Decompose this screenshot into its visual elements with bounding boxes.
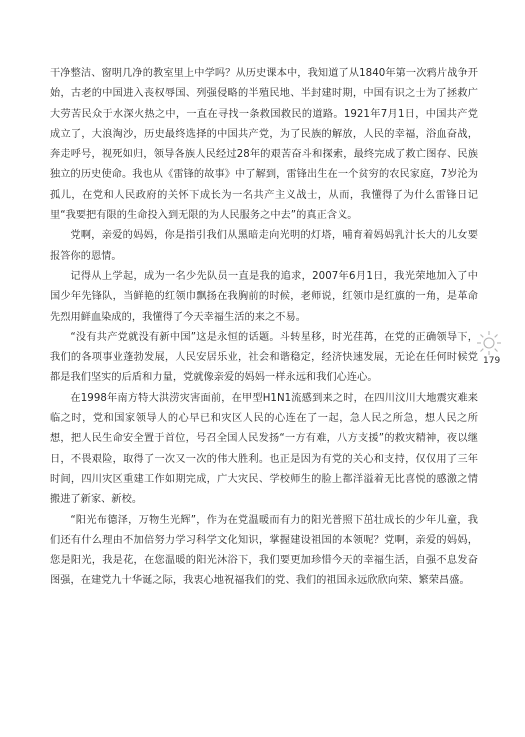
paragraph-6: “阳光布德泽，万物生光辉”，作为在党温暖而有力的阳光普照下茁壮成长的少年儿童，我们还有什么理由不加倍努力学习科学文化知识，掌握建设祖国的本领呢？党啊，亲爱的妈妈，您是阳光，我是花，在您温暖的阳光沐浴下，我们要更加珍惜今天的幸福生活，自强不息发奋图强，在建党九十华诞之际，我衷心地祝福我们的党、我们的祖国永远欣欣向荣、繁荣昌盛。	[50, 514, 478, 587]
paragraph-3: 记得从上学起，成为一名少先队员一直是我的追求，2007年6月1日，我光荣地加入了中国少年先锋队，当鲜艳的红领巾飘扬在我胸前的时候，老师说，红领巾是红旗的一角，是革命先烈用鲜血染成的，我懂得了今天幸福生活的来之不易。	[50, 270, 478, 323]
body-text	[50, 64, 478, 592]
paragraph-1: 干净整洁、窗明几净的教室里上中学吗？从历史课本中，我知道了从1840年第一次鸦片战争开始，古老的中国进入丧权辱国、列强侵略的半殖民地、半封建时期，中国有识之士为了拯救广大劳苦民众于水深火热之中，一直在寻找一条救国救民的道路。1921年7月1日，中国共产党成立了，大浪淘沙，历史最终选择的中国共产党，为了民族的解放，人民的幸福，浴血奋战，奔走呼号，视死如归，领导各族人民经过28年的艰苦奋斗和探索，最终完成了救亡图存、民族独立的历史使命。我也从《雷锋的故事》中了解到，雷锋出生在一个贫穷的农民家庭，7岁沦为孤儿，在党和人民政府的关怀下成长为一名共产主义战士，从而，我懂得了为什么雷锋日记里“我要把有限的生命投入到无限的为人民服务之中去”的真正含义。	[50, 68, 478, 222]
page-number: 179	[483, 356, 501, 366]
paragraph-4: “没有共产党就没有新中国”这是永恒的话题。斗转星移，时光荏苒，在党的正确领导下，我们的各项事业蓬勃发展，人民安居乐业，社会和谐稳定，经济快速发展，无论在任何时候党都是我们坚实的后盾和力量，党就像亲爱的妈妈一样永远和我们心连心。	[50, 331, 478, 384]
sun-ornament-icon	[476, 330, 502, 356]
paragraph-2: 党啊，亲爱的妈妈，你是指引我们从黑暗走向光明的灯塔，哺育着妈妈乳汁长大的儿女要报答你的恩情。	[50, 230, 478, 262]
paragraph-5: 在1998年南方特大洪涝灾害面前，在甲型H1N1流感到来之时，在四川汶川大地震灾难来临之时，党和国家领导人的心早已和灾区人民的心连在了一起，急人民之所急，想人民之所想，把人民生命安全置于首位，号召全国人民发扬“一方有难，八方支援”的救灾精神，夜以继日，不畏艰险，取得了一次又一次的伟大胜利。也正是因为有党的关心和支持，仅仅用了三年时间，四川灾区重建工作如期完成，广大灾民、学校师生的脸上都洋溢着无比喜悦的感激之情搬进了新家、新校。	[50, 392, 478, 506]
